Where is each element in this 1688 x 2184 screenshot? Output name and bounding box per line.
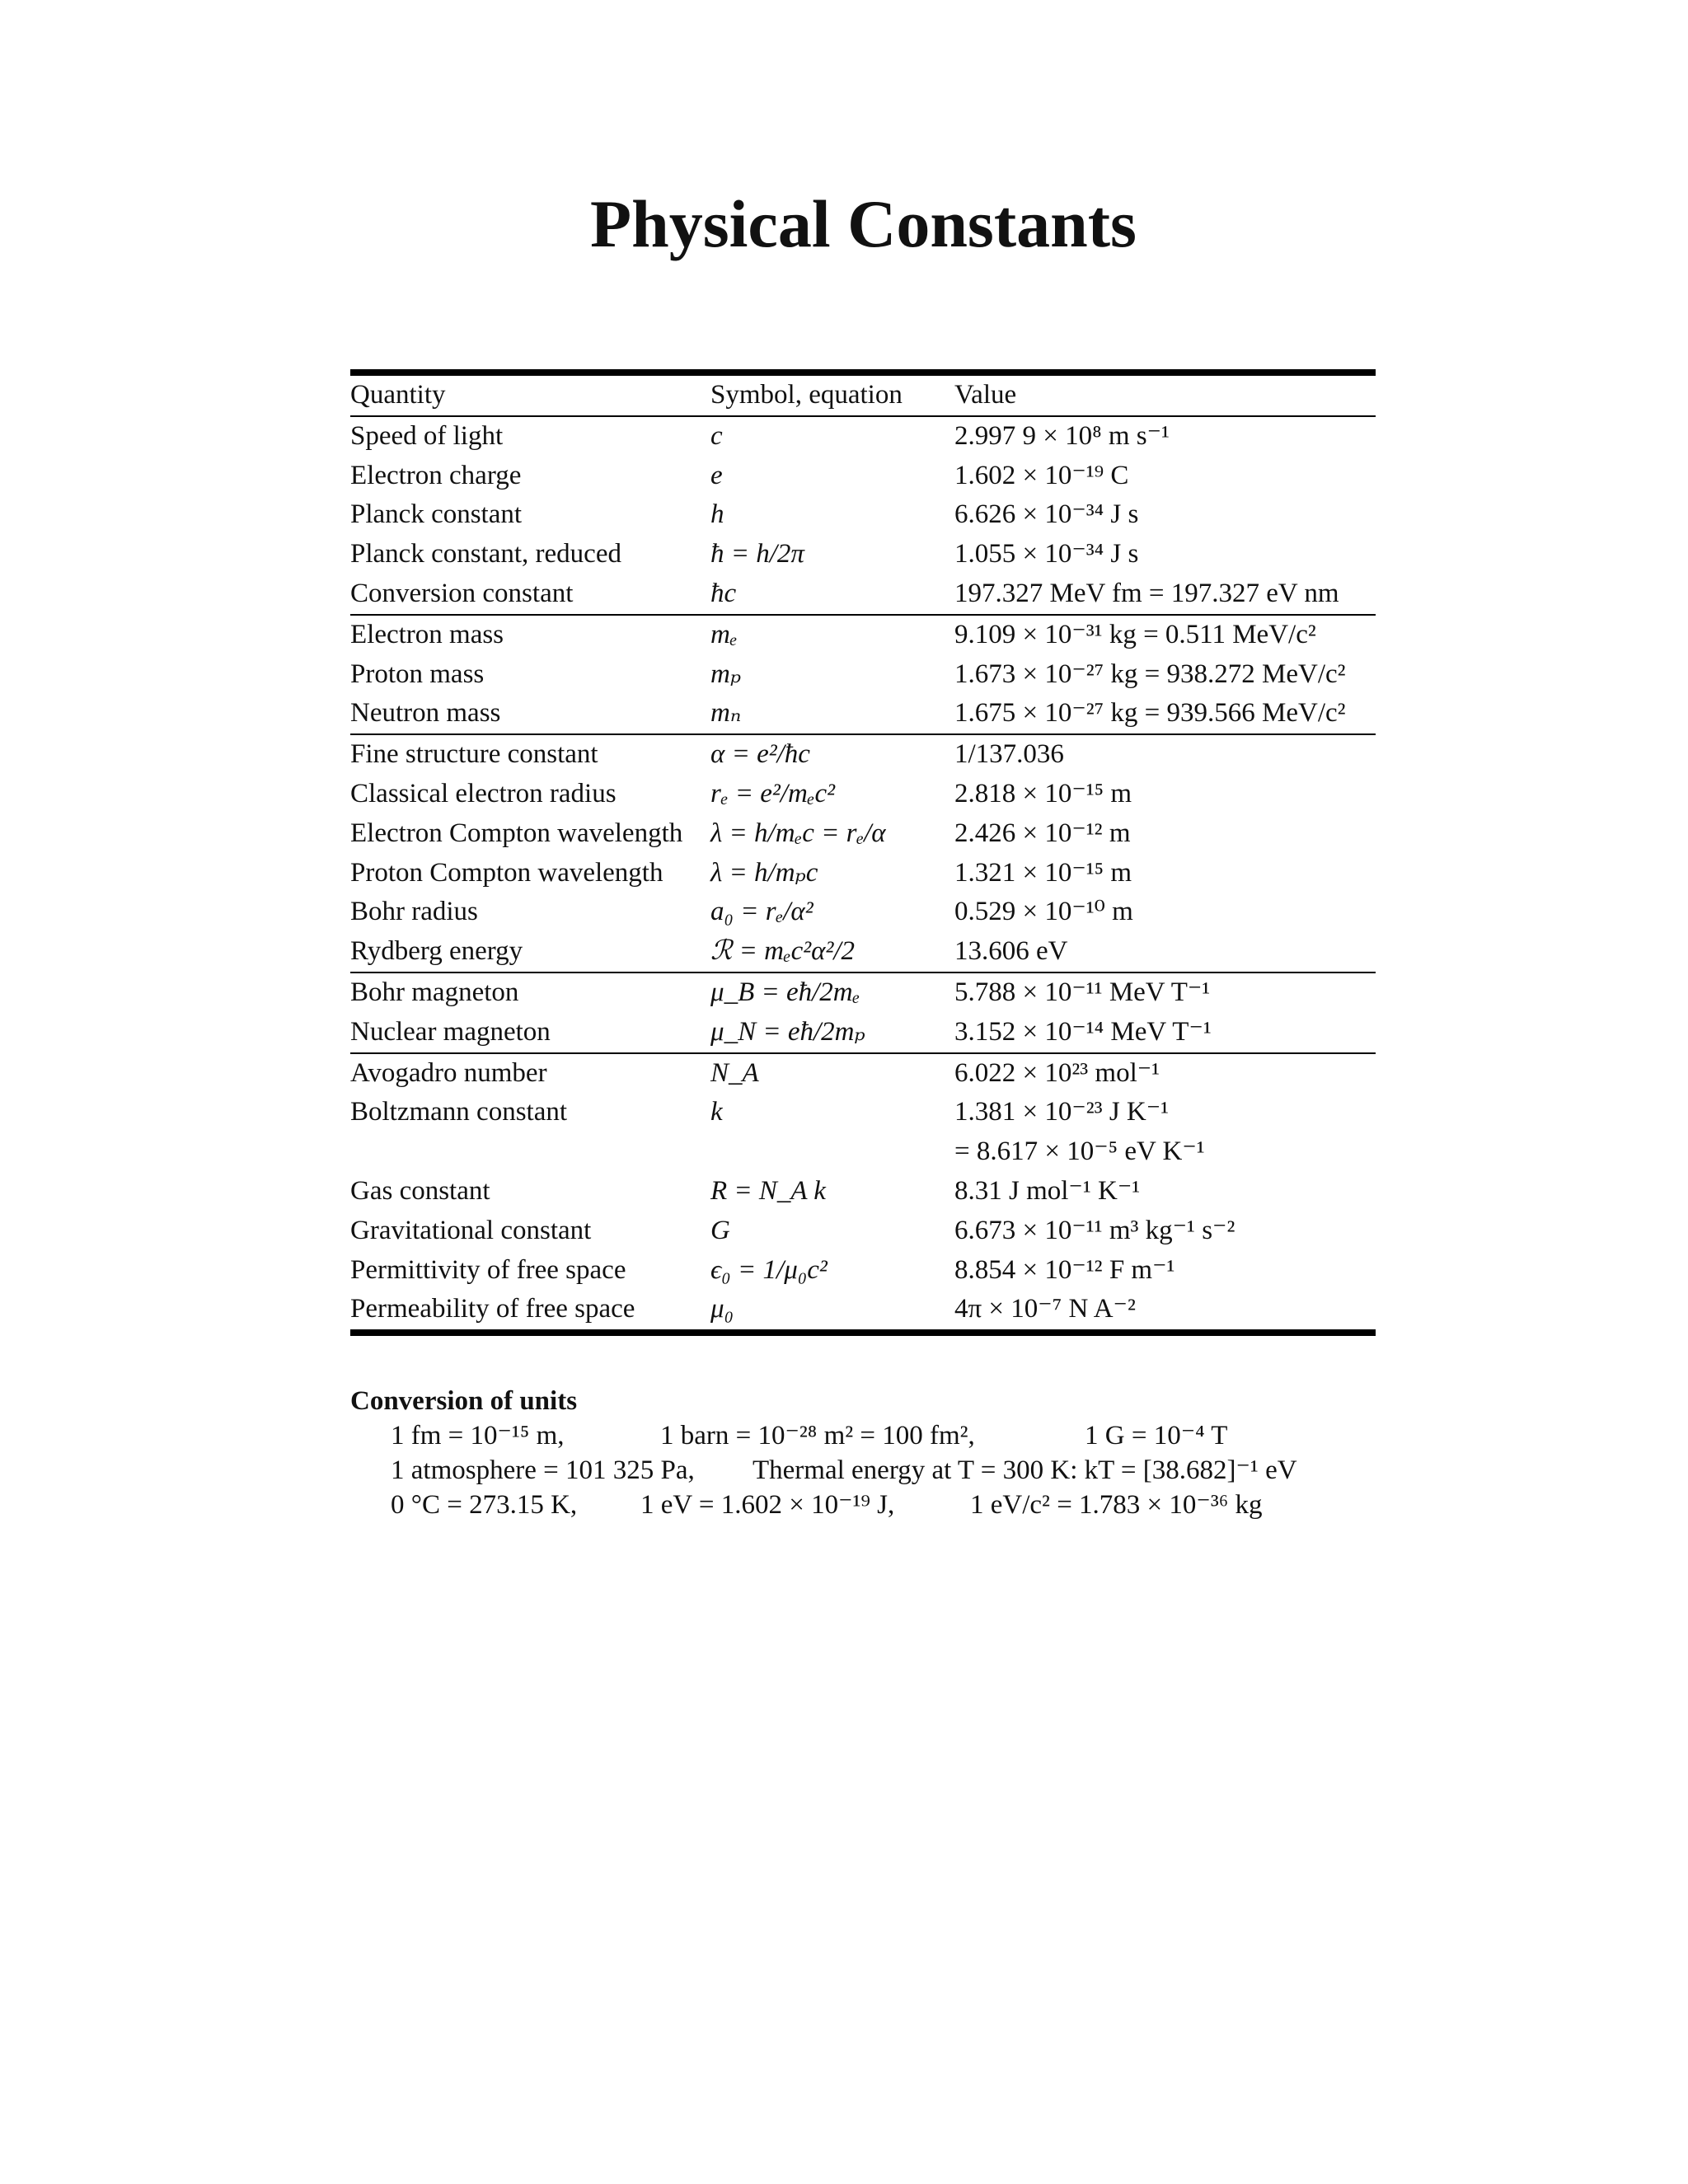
table-row — [350, 416, 1376, 457]
quantity-cell: Nuclear magneton — [350, 1016, 551, 1047]
quantity-cell: Electron charge — [350, 460, 522, 490]
quantity-cell: Fine structure constant — [350, 734, 710, 775]
table-row — [350, 1172, 1376, 1212]
symbol-cell: mₑ — [710, 615, 954, 655]
page-title: Physical Constants — [590, 186, 1137, 261]
table-row — [350, 1093, 1376, 1132]
conversion-line-3 — [391, 1488, 1262, 1521]
table-row — [350, 1251, 1376, 1291]
value-cell: 1.055 × 10⁻³⁴ J s — [954, 539, 1139, 569]
symbol-cell: λ = h/mₚc — [710, 857, 818, 888]
quantity-cell: Avogadro number — [350, 1053, 710, 1094]
table-row — [350, 854, 1376, 893]
table-row — [350, 814, 1376, 854]
symbol-cell: G — [710, 1215, 730, 1245]
symbol-cell: α = e²/ħc — [710, 734, 954, 775]
table-row — [350, 1053, 1376, 1094]
quantity-cell — [350, 1132, 710, 1172]
quantity-cell: Electron mass — [350, 615, 710, 655]
symbol-cell: μ_N = eħ/2mₚ — [710, 1016, 865, 1047]
symbol-cell: μ₀ — [710, 1290, 954, 1333]
symbol-cell: ϵ₀ = 1/μ₀c² — [710, 1254, 828, 1285]
symbol-cell: a₀ = rₑ/α² — [710, 897, 814, 927]
table-row — [350, 457, 1376, 496]
value-cell: 1.602 × 10⁻¹⁹ C — [954, 460, 1129, 490]
symbol-cell — [710, 1132, 954, 1172]
conversion-item: Thermal energy at T = 300 K: kT = [38.682]⁻¹ eV — [753, 1455, 1297, 1485]
value-cell: 1.675 × 10⁻²⁷ kg = 939.566 MeV/c² — [954, 698, 1346, 729]
value-cell: 0.529 × 10⁻¹⁰ m — [954, 897, 1133, 927]
symbol-cell: c — [710, 420, 723, 451]
value-cell: 2.997 9 × 10⁸ m s⁻¹ — [954, 420, 1170, 451]
table-header-row — [350, 373, 1376, 416]
value-cell: 6.626 × 10⁻³⁴ J s — [954, 499, 1139, 530]
column-header-value: Value — [954, 373, 1376, 416]
table-row — [350, 495, 1376, 535]
value-cell: 6.673 × 10⁻¹¹ m³ kg⁻¹ s⁻² — [954, 1215, 1236, 1245]
symbol-cell: h — [710, 499, 724, 530]
symbol-cell: λ = h/mₑc = rₑ/α — [710, 818, 886, 848]
value-cell: 1/137.036 — [954, 734, 1376, 775]
symbol-cell: mₚ — [710, 658, 742, 689]
quantity-cell: Gas constant — [350, 1175, 490, 1206]
conversion-line-1 — [391, 1419, 1227, 1452]
table-row — [350, 775, 1376, 814]
table-row — [350, 1132, 1376, 1172]
value-cell: 2.818 × 10⁻¹⁵ m — [954, 778, 1132, 808]
table-row — [350, 694, 1376, 734]
table-row — [350, 615, 1376, 655]
column-header-symbol: Symbol, equation — [710, 373, 954, 416]
table-row — [350, 1212, 1376, 1251]
symbol-cell: mₙ — [710, 698, 742, 729]
quantity-cell: Speed of light — [350, 420, 504, 451]
value-cell: 6.022 × 10²³ mol⁻¹ — [954, 1053, 1376, 1094]
quantity-cell: Permittivity of free space — [350, 1254, 626, 1285]
constants-table — [350, 369, 1376, 1336]
table-row — [350, 972, 1376, 1013]
value-cell: 1.673 × 10⁻²⁷ kg = 938.272 MeV/c² — [954, 658, 1346, 689]
table-row — [350, 893, 1376, 932]
symbol-cell: rₑ = e²/mₑc² — [710, 778, 835, 808]
value-cell: 8.31 J mol⁻¹ K⁻¹ — [954, 1175, 1141, 1206]
table-row — [350, 535, 1376, 574]
table-row — [350, 655, 1376, 695]
column-header-quantity: Quantity — [350, 373, 710, 416]
value-cell: 4π × 10⁻⁷ N A⁻² — [954, 1290, 1376, 1333]
conversion-item: 1 barn = 10⁻²⁸ m² = 100 fm², — [660, 1421, 975, 1451]
quantity-cell: Bohr magneton — [350, 972, 710, 1013]
quantity-cell: Neutron mass — [350, 698, 501, 729]
symbol-cell: ħc — [710, 578, 737, 608]
value-cell: 9.109 × 10⁻³¹ kg = 0.511 MeV/c² — [954, 615, 1376, 655]
symbol-cell: ℛ = mₑc²α²/2 — [710, 936, 856, 967]
conversion-item: 1 atmosphere = 101 325 Pa, — [391, 1455, 695, 1485]
value-cell: 8.854 × 10⁻¹² F m⁻¹ — [954, 1254, 1175, 1285]
table-row — [350, 1290, 1376, 1333]
symbol-cell: R = N_A k — [710, 1175, 826, 1206]
quantity-cell: Planck constant, reduced — [350, 539, 621, 569]
quantity-cell: Classical electron radius — [350, 778, 617, 808]
quantity-cell: Proton mass — [350, 658, 485, 689]
quantity-cell: Boltzmann constant — [350, 1097, 568, 1127]
table-row — [350, 1013, 1376, 1053]
conversion-item: 1 eV/c² = 1.783 × 10⁻³⁶ kg — [970, 1490, 1263, 1520]
conversion-heading: Conversion of units — [350, 1386, 578, 1416]
value-cell: = 8.617 × 10⁻⁵ eV K⁻¹ — [954, 1137, 1205, 1167]
value-cell: 3.152 × 10⁻¹⁴ MeV T⁻¹ — [954, 1016, 1212, 1047]
conversion-item: 1 fm = 10⁻¹⁵ m, — [391, 1421, 565, 1451]
symbol-cell: ħ = h/2π — [710, 539, 804, 569]
conversion-item: 1 G = 10⁻⁴ T — [1085, 1421, 1228, 1451]
value-cell: 1.321 × 10⁻¹⁵ m — [954, 857, 1132, 888]
symbol-cell: N_A — [710, 1053, 954, 1094]
conversion-item: 0 °C = 273.15 K, — [391, 1490, 578, 1520]
symbol-cell: e — [710, 460, 723, 490]
quantity-cell: Permeability of free space — [350, 1290, 710, 1333]
quantity-cell: Bohr radius — [350, 897, 478, 927]
value-cell: 13.606 eV — [954, 936, 1068, 967]
table-row — [350, 734, 1376, 775]
conversion-line-2 — [391, 1454, 1297, 1487]
table-body — [350, 416, 1376, 1333]
quantity-cell: Gravitational constant — [350, 1215, 592, 1245]
quantity-cell: Proton Compton wavelength — [350, 857, 663, 888]
value-cell: 5.788 × 10⁻¹¹ MeV T⁻¹ — [954, 972, 1376, 1013]
quantity-cell: Rydberg energy — [350, 936, 523, 967]
symbol-cell: k — [710, 1097, 723, 1127]
table-row — [350, 574, 1376, 615]
conversion-item: 1 eV = 1.602 × 10⁻¹⁹ J, — [640, 1490, 895, 1520]
value-cell: 1.381 × 10⁻²³ J K⁻¹ — [954, 1097, 1170, 1127]
value-cell: 2.426 × 10⁻¹² m — [954, 818, 1131, 848]
quantity-cell: Planck constant — [350, 499, 523, 530]
table-row — [350, 932, 1376, 972]
value-cell: 197.327 MeV fm = 197.327 eV nm — [954, 578, 1339, 608]
quantity-cell: Conversion constant — [350, 578, 574, 608]
symbol-cell: μ_B = eħ/2mₑ — [710, 972, 954, 1013]
quantity-cell: Electron Compton wavelength — [350, 818, 683, 848]
